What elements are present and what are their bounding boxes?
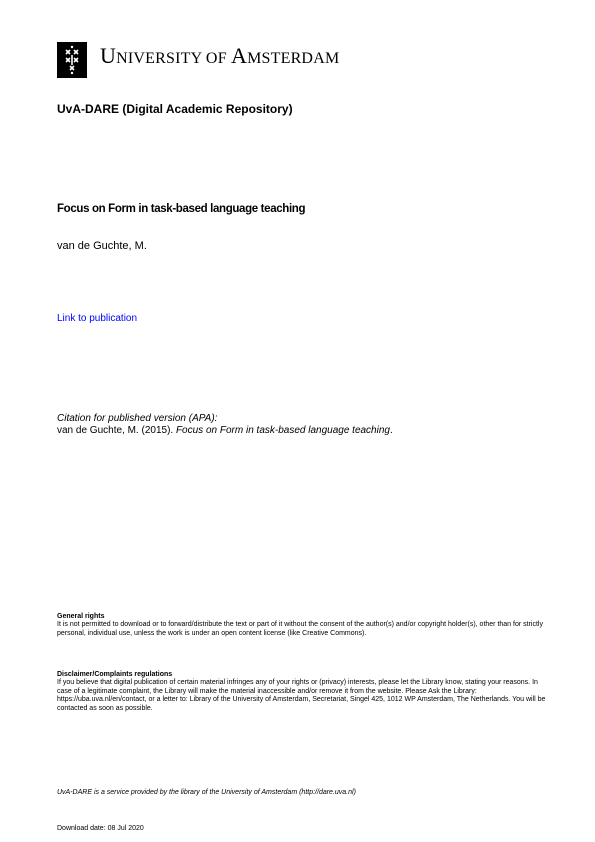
citation-prefix: van de Guchte, M. (2015). bbox=[57, 425, 176, 436]
citation-title: Focus on Form in task-based language teaching bbox=[175, 425, 390, 436]
uva-crest-icon bbox=[57, 42, 87, 78]
publication-title: Focus on Form in task-based language teaching bbox=[57, 203, 306, 215]
citation-text bbox=[57, 425, 393, 436]
link-to-publication[interactable]: Link to publication bbox=[57, 313, 138, 324]
publication-author: van de Guchte, M. bbox=[57, 240, 147, 252]
citation-suffix: . bbox=[389, 425, 393, 436]
citation-label: Citation for published version (APA): bbox=[57, 413, 218, 424]
repository-title: UvA-DARE (Digital Academic Repository) bbox=[57, 102, 293, 116]
general-rights-body: It is not permitted to download or to forward/distribute the text or part of it without the consent of the author(s) and/or copyright holder(s), other than for strictly personal, individual use, unless the work is under an open content license (like Creative Commons). bbox=[57, 621, 543, 637]
general-rights-heading: General rights bbox=[57, 613, 105, 620]
service-note: UvA-DARE is a service provided by the library of the University of Amsterdam (http://dare.uva.nl) bbox=[57, 789, 356, 796]
disclaimer-body: If you believe that digital publication of certain material infringes any of your rights or (privacy) interests, please let the Library know, stating your reasons. In case of a legitimate complaint, the Library will make the material inaccessible and/or remove it from the website. Please Ask the Library: https://uba.uva.nl/en/contact, or a letter to: Library of the University of Amsterdam, Secretariat, Singel 425, 1012 WP Amsterdam, The Netherlands. You will be contacted as soon as possible. bbox=[57, 679, 546, 712]
disclaimer-heading: Disclaimer/Complaints regulations bbox=[57, 671, 173, 678]
download-date: Download date: 08 Jul 2020 bbox=[57, 825, 144, 832]
university-logo-text: UNIVERSITY OF AMSTERDAM bbox=[100, 43, 340, 68]
